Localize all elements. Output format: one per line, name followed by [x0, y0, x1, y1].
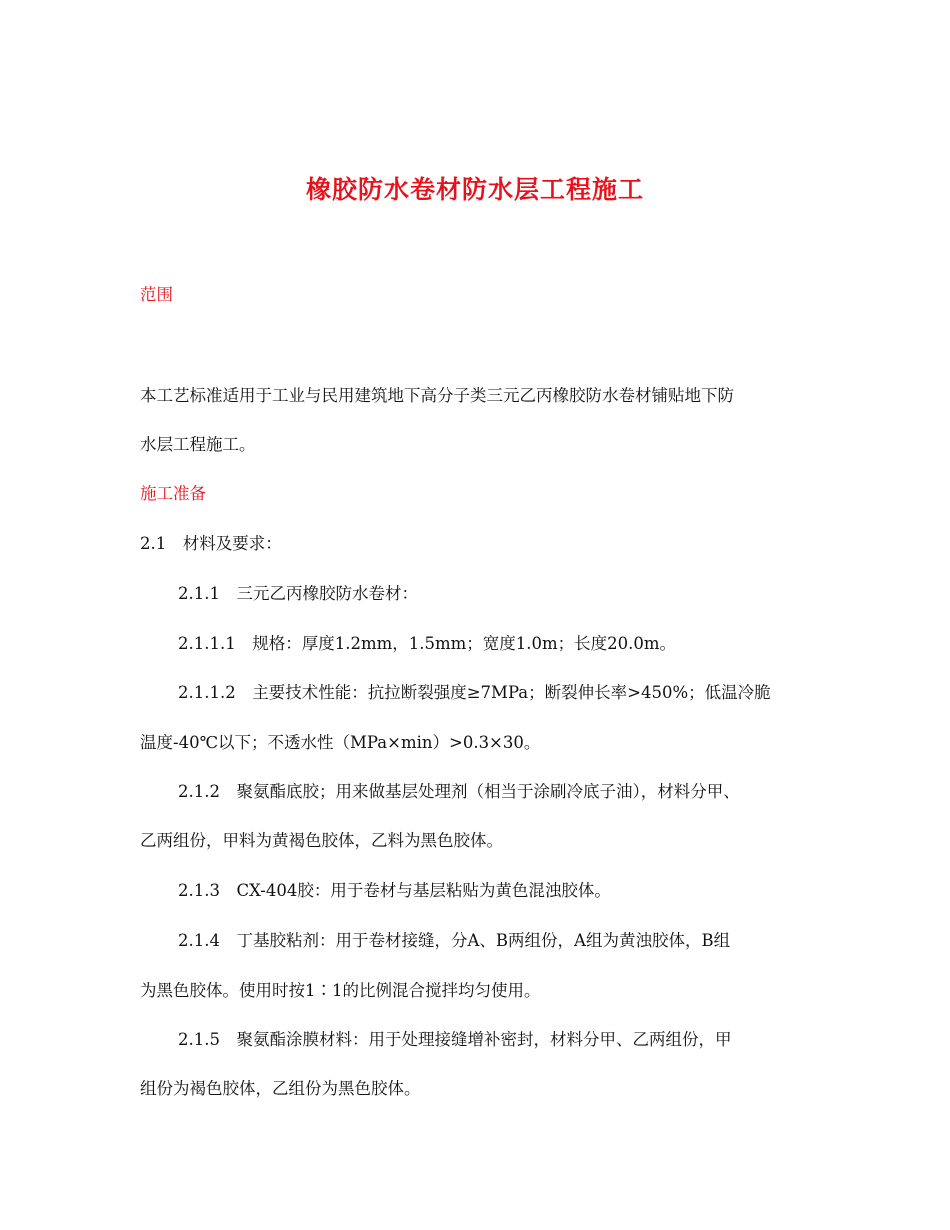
item-2-1-2-line-1: 2.1.2 聚氨酯底胶；用来做基层处理剂（相当于涂刷冷底子油），材料分甲、: [178, 782, 740, 801]
item-2-1-1-2-line-2: 温度-40℃以下；不透水性（MPa×min）>0.3×30。: [140, 733, 541, 752]
item-2-1-4-line-1: 2.1.4 丁基胶粘剂：用于卷材接缝，分A、B两组份，A组为黄浊胶体，B组: [178, 931, 731, 950]
document-title: 橡胶防水卷材防水层工程施工: [305, 175, 644, 204]
item-2-1-1: 2.1.1 三元乙丙橡胶防水卷材：: [178, 584, 418, 603]
item-2-1-1-2-line-1: 2.1.1.2 主要技术性能：抗拉断裂强度≥7MPa；断裂伸长率>450%；低温冷脆: [178, 683, 771, 702]
item-2-1-3: 2.1.3 CX-404胶：用于卷材与基层粘贴为黄色混浊胶体。: [178, 881, 611, 900]
section-heading-scope: 范围: [140, 285, 173, 304]
section-heading-preparation: 施工准备: [140, 484, 206, 503]
item-2-1-4-line-2: 为黑色胶体。使用时按1∶1的比例混合搅拌均匀使用。: [140, 981, 541, 1000]
item-2-1: 2.1 材料及要求：: [140, 534, 282, 553]
scope-paragraph-line-2: 水层工程施工。: [140, 435, 256, 454]
scope-paragraph-line-1: 本工艺标准适用于工业与民用建筑地下高分子类三元乙丙橡胶防水卷材铺贴地下防: [140, 386, 734, 405]
item-2-1-1-1: 2.1.1.1 规格：厚度1.2mm，1.5mm；宽度1.0m；长度20.0m。: [178, 634, 677, 653]
item-2-1-2-line-2: 乙两组份，甲料为黄褐色胶体，乙料为黑色胶体。: [140, 831, 503, 850]
item-2-1-5-line-2: 组份为褐色胶体，乙组份为黑色胶体。: [140, 1079, 421, 1098]
item-2-1-5-line-1: 2.1.5 聚氨酯涂膜材料：用于处理接缝增补密封，材料分甲、乙两组份，甲: [178, 1030, 732, 1049]
